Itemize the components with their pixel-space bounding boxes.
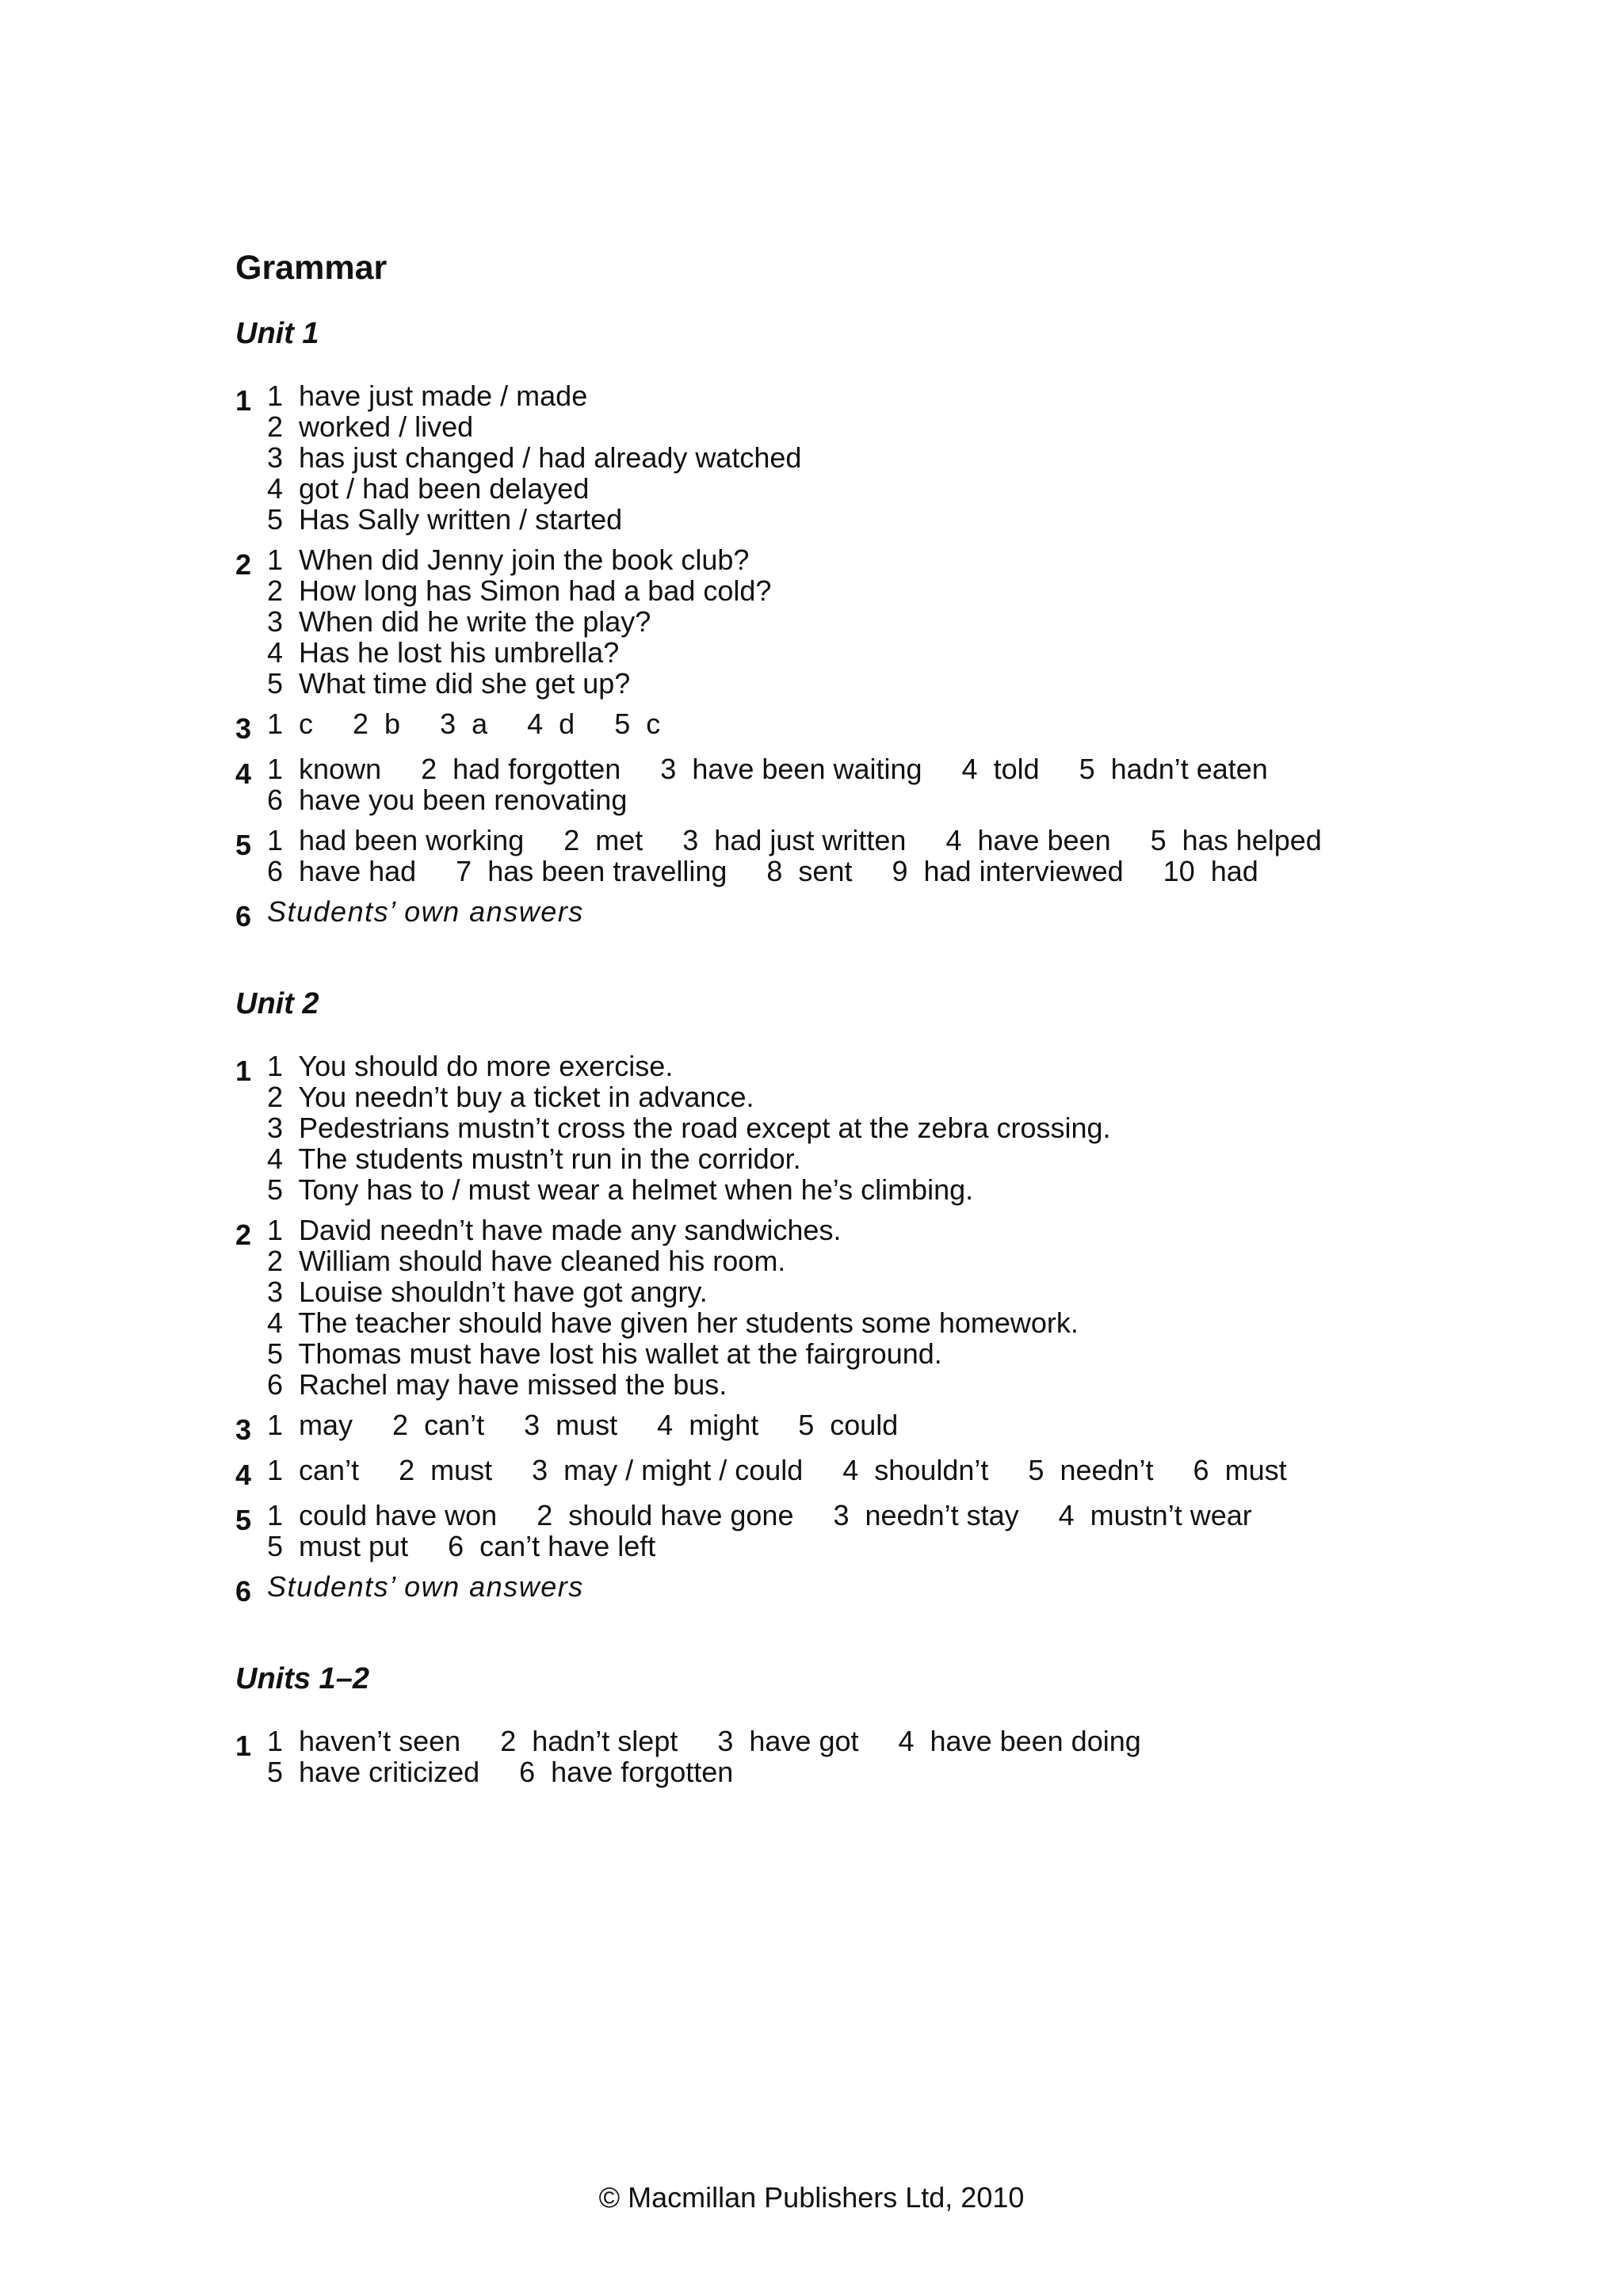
exercise: [235, 708, 1424, 744]
answer-line: 1 have just made / made: [267, 379, 588, 412]
answer-line: 2 worked / lived: [267, 410, 474, 443]
answer-line: 5 Tony has to / must wear a helmet when he’s climbing.: [267, 1173, 974, 1206]
answer-line: 6 have had 7 has been travelling 8 sent 9 had interviewed 10 had: [267, 855, 1258, 887]
unit-section: [235, 315, 1424, 932]
answer-line: 4 The students mustn’t run in the corridor.: [267, 1142, 801, 1175]
answer-line: 1 haven’t seen 2 hadn’t slept 3 have got 4 have been doing: [267, 1725, 1141, 1757]
exercise: [235, 1409, 1424, 1445]
unit-heading: Unit 1: [235, 317, 319, 350]
exercise-answers: [267, 1051, 1111, 1205]
exercise: [235, 1455, 1424, 1490]
exercise-answers: [267, 544, 771, 699]
answer-line: 3 has just changed / had already watched: [267, 441, 802, 474]
exercise-answers: [267, 1215, 1079, 1400]
answer-line: 5 Thomas must have lost his wallet at the fairground.: [267, 1337, 942, 1370]
exercise-answers: [267, 753, 1268, 815]
answer-line: 5 What time did she get up?: [267, 667, 631, 700]
exercise: [235, 380, 1424, 535]
answer-key-content: [235, 247, 1424, 1841]
exercise-number: 6: [235, 900, 252, 933]
exercise-answers: [267, 1500, 1252, 1562]
answer-line: 1 You should do more exercise.: [267, 1050, 674, 1082]
exercise-answers: [267, 825, 1322, 887]
unit-heading: Units 1–2: [235, 1662, 369, 1695]
answer-line: 5 Has Sally written / started: [267, 503, 623, 536]
page-title: Grammar: [235, 249, 388, 287]
exercise-answers: [267, 1726, 1141, 1787]
exercise: [235, 1726, 1424, 1787]
answer-line: 1 David needn’t have made any sandwiches.: [267, 1214, 842, 1246]
answer-line: 1 may 2 can’t 3 must 4 might 5 could: [267, 1409, 899, 1441]
copyright-footer: © Macmillan Publishers Ltd, 2010: [598, 2181, 1025, 2214]
exercise-number: 3: [235, 712, 252, 745]
answer-line: 3 When did he write the play?: [267, 605, 651, 638]
exercise: [235, 544, 1424, 699]
exercise-answers: [267, 708, 660, 744]
exercise-answers: [267, 896, 584, 932]
exercise: [235, 896, 1424, 932]
answer-line: 6 have you been renovating: [267, 784, 628, 816]
exercise-number: 2: [235, 1219, 252, 1251]
answer-line: 1 known 2 had forgotten 3 have been waiting 4 told 5 hadn’t eaten: [267, 753, 1268, 785]
exercise: [235, 825, 1424, 887]
answer-line: 1 c 2 b 3 a 4 d 5 c: [267, 707, 661, 740]
exercise: [235, 1051, 1424, 1205]
answer-line: 1 had been working 2 met 3 had just written 4 have been 5 has helped: [267, 824, 1322, 856]
exercise-answers: [267, 380, 801, 535]
exercise-number: 4: [235, 1459, 252, 1491]
exercise-number: 6: [235, 1575, 252, 1608]
exercise-number: 5: [235, 829, 252, 861]
units-container: [235, 315, 1424, 1787]
answer-line: 2 How long has Simon had a bad cold?: [267, 574, 772, 607]
exercise: [235, 1571, 1424, 1607]
unit-heading: Unit 2: [235, 987, 319, 1020]
answer-line: 3 Louise shouldn’t have got angry.: [267, 1276, 708, 1308]
exercise-number: 5: [235, 1504, 252, 1536]
answer-line: 4 got / had been delayed: [267, 472, 590, 505]
exercise-answers: [267, 1409, 898, 1445]
exercise-number: 4: [235, 757, 252, 790]
exercise-answers: [267, 1571, 584, 1607]
exercise-number: 1: [235, 384, 252, 417]
answer-line: 4 The teacher should have given her students some homework.: [267, 1306, 1079, 1339]
exercise-number: 1: [235, 1730, 252, 1762]
answer-line: 1 When did Jenny join the book club?: [267, 543, 750, 576]
answer-line: Students’ own answers: [267, 895, 584, 928]
answer-line: 5 must put 6 can’t have left: [267, 1530, 656, 1562]
answer-line: Students’ own answers: [267, 1570, 584, 1603]
answer-line: 2 William should have cleaned his room.: [267, 1245, 786, 1277]
exercise-answers: [267, 1455, 1287, 1490]
answer-line: 4 Has he lost his umbrella?: [267, 636, 620, 669]
exercise-number: 2: [235, 548, 252, 581]
exercise-number: 1: [235, 1055, 252, 1087]
exercise: [235, 1500, 1424, 1562]
unit-section: [235, 1661, 1424, 1787]
answer-line: 3 Pedestrians mustn’t cross the road except at the zebra crossing.: [267, 1112, 1111, 1144]
exercise: [235, 1215, 1424, 1400]
answer-line: 1 can’t 2 must 3 may / might / could 4 shouldn’t 5 needn’t 6 must: [267, 1454, 1287, 1486]
answer-line: 1 could have won 2 should have gone 3 needn’t stay 4 mustn’t wear: [267, 1499, 1252, 1531]
answer-line: 6 Rachel may have missed the bus.: [267, 1368, 727, 1401]
answer-line: 5 have criticized 6 have forgotten: [267, 1756, 734, 1788]
exercise-number: 3: [235, 1413, 252, 1446]
exercise: [235, 753, 1424, 815]
unit-section: [235, 986, 1424, 1607]
answer-line: 2 You needn’t buy a ticket in advance.: [267, 1081, 754, 1113]
